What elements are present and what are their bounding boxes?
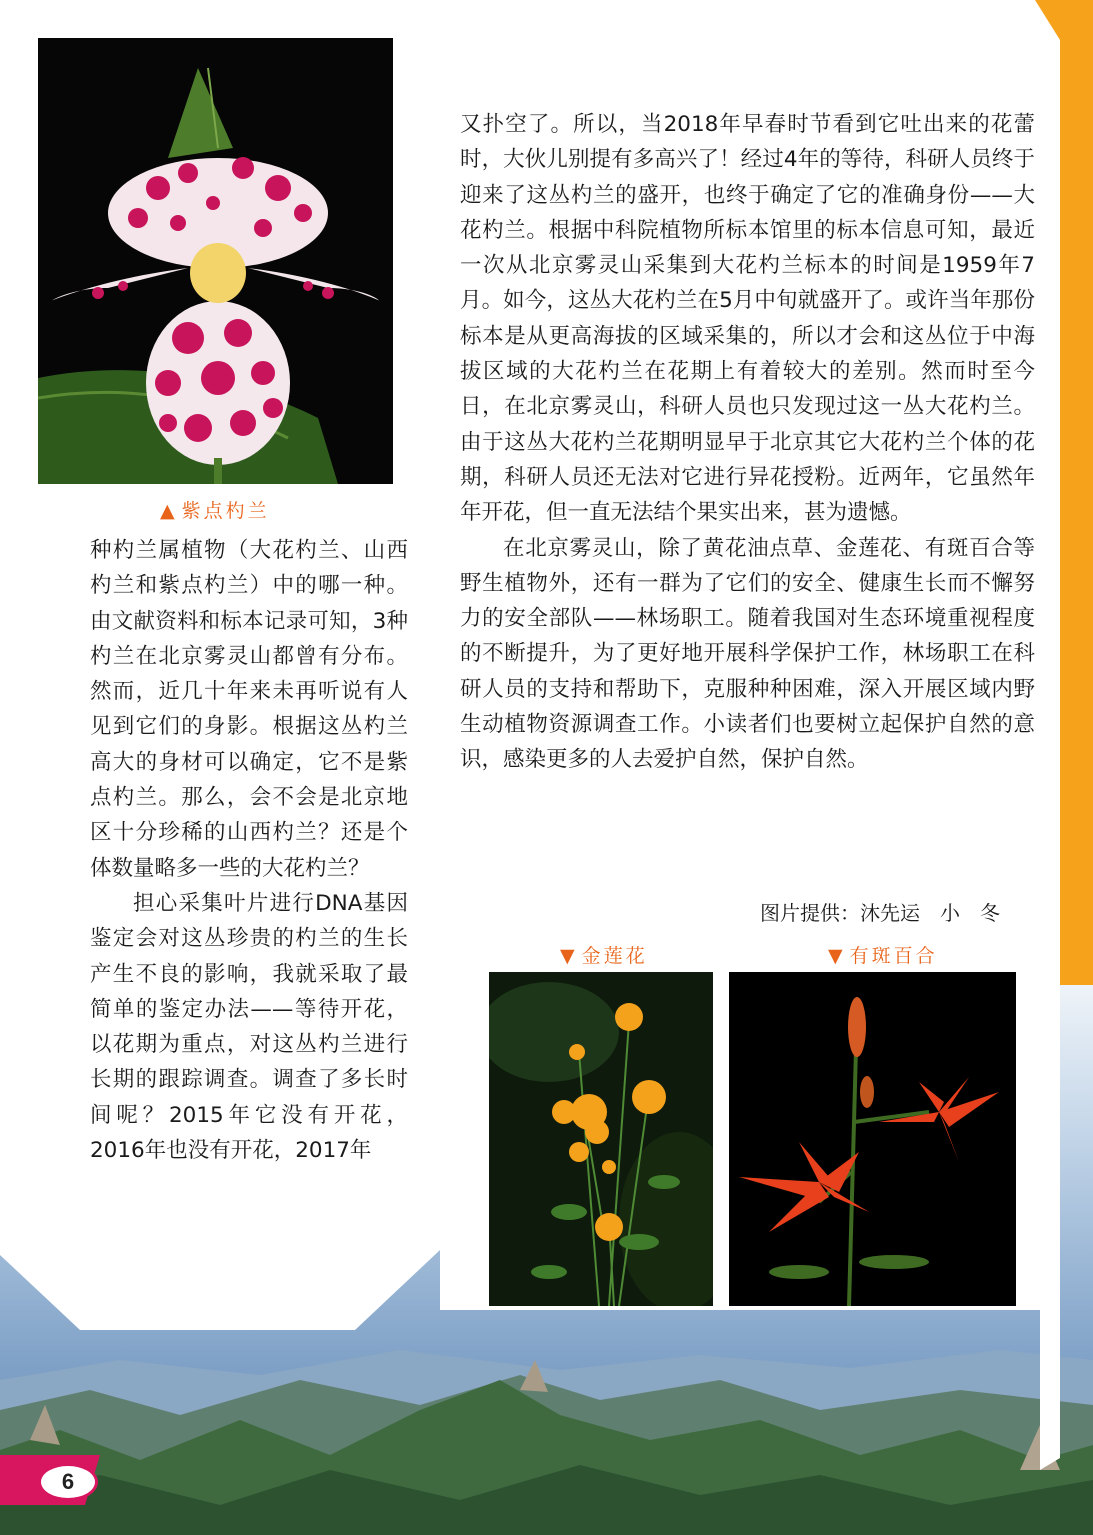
down-triangle-icon: ▼ [560, 945, 578, 967]
right-column [460, 107, 1035, 778]
photo-credit: 图片提供：沐先运 小 冬 [760, 901, 1000, 925]
page-number: 6 [38, 1463, 98, 1501]
lily-photo [729, 972, 1016, 1306]
down-triangle-icon: ▼ [828, 945, 846, 967]
globeflower-caption-text: 金莲花 [581, 945, 648, 967]
lily-caption [828, 941, 938, 968]
orchid-caption-text: 紫点杓兰 [181, 500, 270, 522]
left-paragraph-2: 担心采集叶片进行DNA基因鉴定会对这丛珍贵的杓兰的生长产生不良的影响，我就采取了最简单的鉴定办法——等待开花，以花期为重点，对这丛杓兰进行长期的跟踪调查。调查了多长时间呢？2015年它没有开花，2016年也没有开花，2017年 [90, 890, 408, 1164]
lily-caption-text: 有斑百合 [849, 945, 938, 967]
right-paragraph-1: 又扑空了。所以，当2018年早春时节看到它吐出来的花蕾时，大伙儿别提有多高兴了！经过4年的等待，科研人员终于迎来了这丛杓兰的盛开，也终于确定了它的准确身份——大花杓兰。根据中科院植物所标本馆里的标本信息可知，最近一次从北京雾灵山采集到大花杓兰标本的时间是1959年7月。如今，这丛大花杓兰在5月中旬就盛开了。或许当年那份标本是从更高海拔的区域采集的，所以才会和这丛位于中海拔区域的大花杓兰在花期上有着较大的差别。然而时至今日，在北京雾灵山，科研人员也只发现过这一丛大花杓兰。由于这丛大花杓兰花期明显早于北京其它大花杓兰个体的花期，科研人员还无法对它进行异花授粉。近两年，它虽然年年开花，但一直无法结个果实出来，甚为遗憾。 [460, 112, 1035, 526]
left-paragraph-1: 种杓兰属植物（大花杓兰、山西杓兰和紫点杓兰）中的哪一种。由文献资料和标本记录可知，3种杓兰在北京雾灵山都曾有分布。然而，近几十年来未再听说有人见到它们的身影。根据这丛杓兰高大的身材可以确定，它不是紫点杓兰。那么，会不会是北京地区十分珍稀的山西杓兰？还是个体数量略多一些的大花杓兰？ [90, 538, 408, 881]
globeflower-caption [560, 941, 648, 968]
up-triangle-icon: ▲ [160, 500, 178, 522]
globeflower-photo [489, 972, 713, 1306]
orchid-photo [38, 38, 393, 484]
left-column [90, 533, 408, 1168]
right-paragraph-2: 在北京雾灵山，除了黄花油点草、金莲花、有斑百合等野生植物外，还有一群为了它们的安全、健康生长而不懈努力的安全部队——林场职工。随着我国对生态环境重视程度的不断提升，为了更好地开展科学保护工作，林场职工在科研人员的支持和帮助下，克服种种困难，深入开展区域内野生动植物资源调查工作。小读者们也要树立起保护自然的意识，感染更多的人去爱护自然，保护自然。 [460, 535, 1035, 773]
orchid-caption [160, 496, 270, 523]
